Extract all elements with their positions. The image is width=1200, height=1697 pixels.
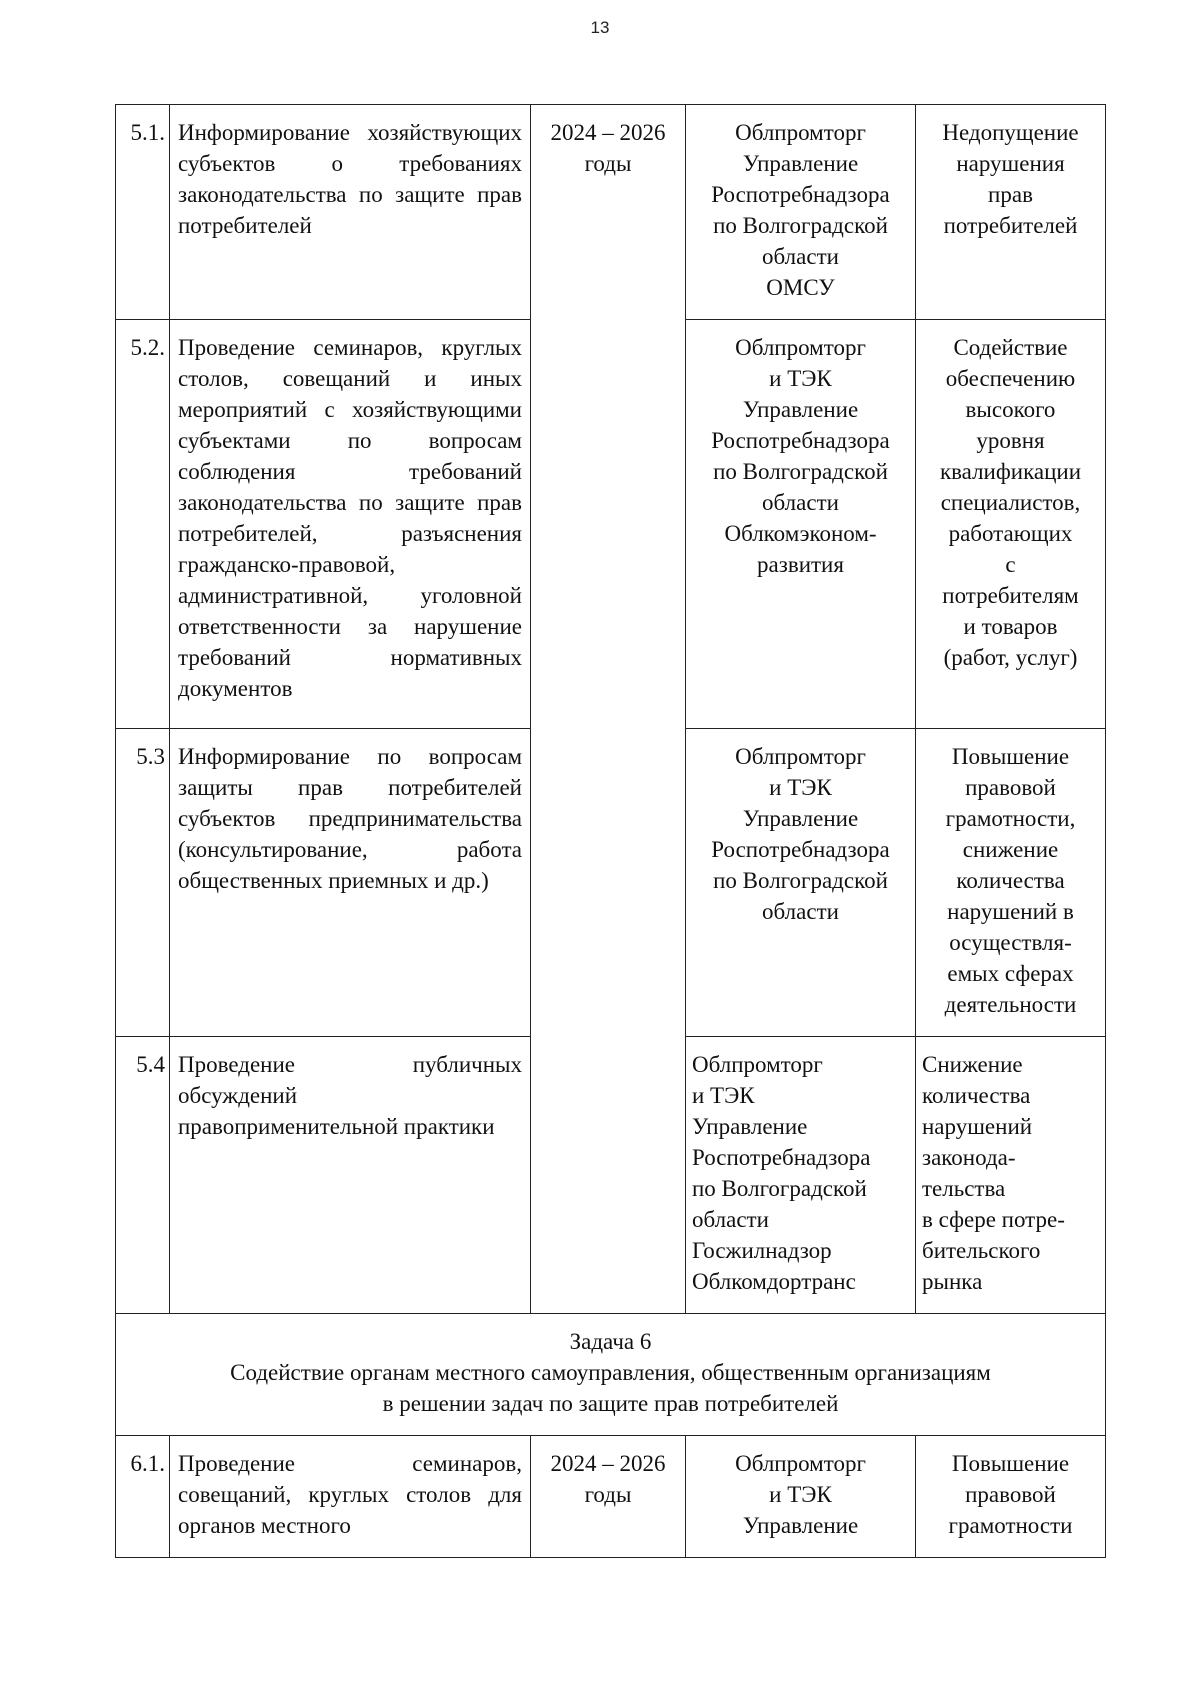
table-row: [116, 729, 1106, 1037]
item-number: 5.4: [116, 1037, 170, 1314]
expected-result: Недопущение нарушения прав потребителей: [916, 105, 1106, 320]
activity-description: Проведение семинаров, совещаний, круглых столов для органов местного: [170, 1436, 531, 1558]
task-title: Задача 6: [569, 1329, 652, 1354]
implementation-term-merged: [531, 320, 686, 729]
activity-description: Информирование хозяйствующих субъектов о требованиях законодательства по защите прав потребителей: [170, 105, 531, 320]
implementation-term-merged: [531, 1037, 686, 1314]
responsible-executors: Облпромторг и ТЭК Управление Роспотребнадзора по Волгоградской области Облкомэконом- развития: [686, 320, 916, 729]
responsible-executors: Облпромторг и ТЭК Управление Роспотребнадзора по Волгоградской области Госжилнадзор Облкомдортранс: [686, 1037, 916, 1314]
item-number: 5.2.: [116, 320, 170, 729]
page-number: 13: [590, 18, 610, 37]
expected-result: Содействие обеспечению высокого уровня квалификации специалистов, работающих с потребителям и товаров (работ, услуг): [916, 320, 1106, 729]
table-row: [116, 1037, 1106, 1314]
responsible-executors: Облпромторг и ТЭК Управление Роспотребнадзора по Волгоградской области: [686, 729, 916, 1037]
activity-description: Проведение семинаров, круглых столов, совещаний и иных мероприятий с хозяйствующими субъектами по вопросам соблюдения требований законодательства по защите прав потребителей, разъяснения гражданско-правовой, административной, уголовной ответственности за нарушение требований нормативных документов: [170, 320, 531, 729]
table-row: [116, 105, 1106, 320]
responsible-executors: Облпромторг и ТЭК Управление: [686, 1436, 916, 1558]
item-number: 5.1.: [116, 105, 170, 320]
item-number: 6.1.: [116, 1436, 170, 1558]
implementation-term-merged: [531, 729, 686, 1037]
item-number: 5.3: [116, 729, 170, 1037]
implementation-term: 2024 – 2026 годы: [531, 1436, 686, 1558]
expected-result: Повышение правовой грамотности: [916, 1436, 1106, 1558]
activity-plan-table: [115, 104, 1106, 1558]
responsible-executors: Облпромторг Управление Роспотребнадзора по Волгоградской области ОМСУ: [686, 105, 916, 320]
task-heading-cell: [116, 1314, 1106, 1436]
expected-result: Повышение правовой грамотности, снижение количества нарушений в осуществля- емых сферах деятельности: [916, 729, 1106, 1037]
activity-description: Проведение публичных обсуждений правоприменительной практики: [170, 1037, 531, 1314]
activity-description: Информирование по вопросам защиты прав потребителей субъектов предпринимательства (консультирование, работа общественных приемных и др.): [170, 729, 531, 1037]
expected-result: Снижение количества нарушений законода- тельства в сфере потре- бительского рынка: [916, 1037, 1106, 1314]
task-text: Содействие органам местного самоуправления, общественным организациям в решении задач по защите прав потребителей: [230, 1360, 991, 1416]
table-row: [116, 320, 1106, 729]
task-heading-row: [116, 1314, 1106, 1436]
implementation-term: 2024 – 2026 годы: [531, 105, 686, 320]
table-row: [116, 1436, 1106, 1558]
